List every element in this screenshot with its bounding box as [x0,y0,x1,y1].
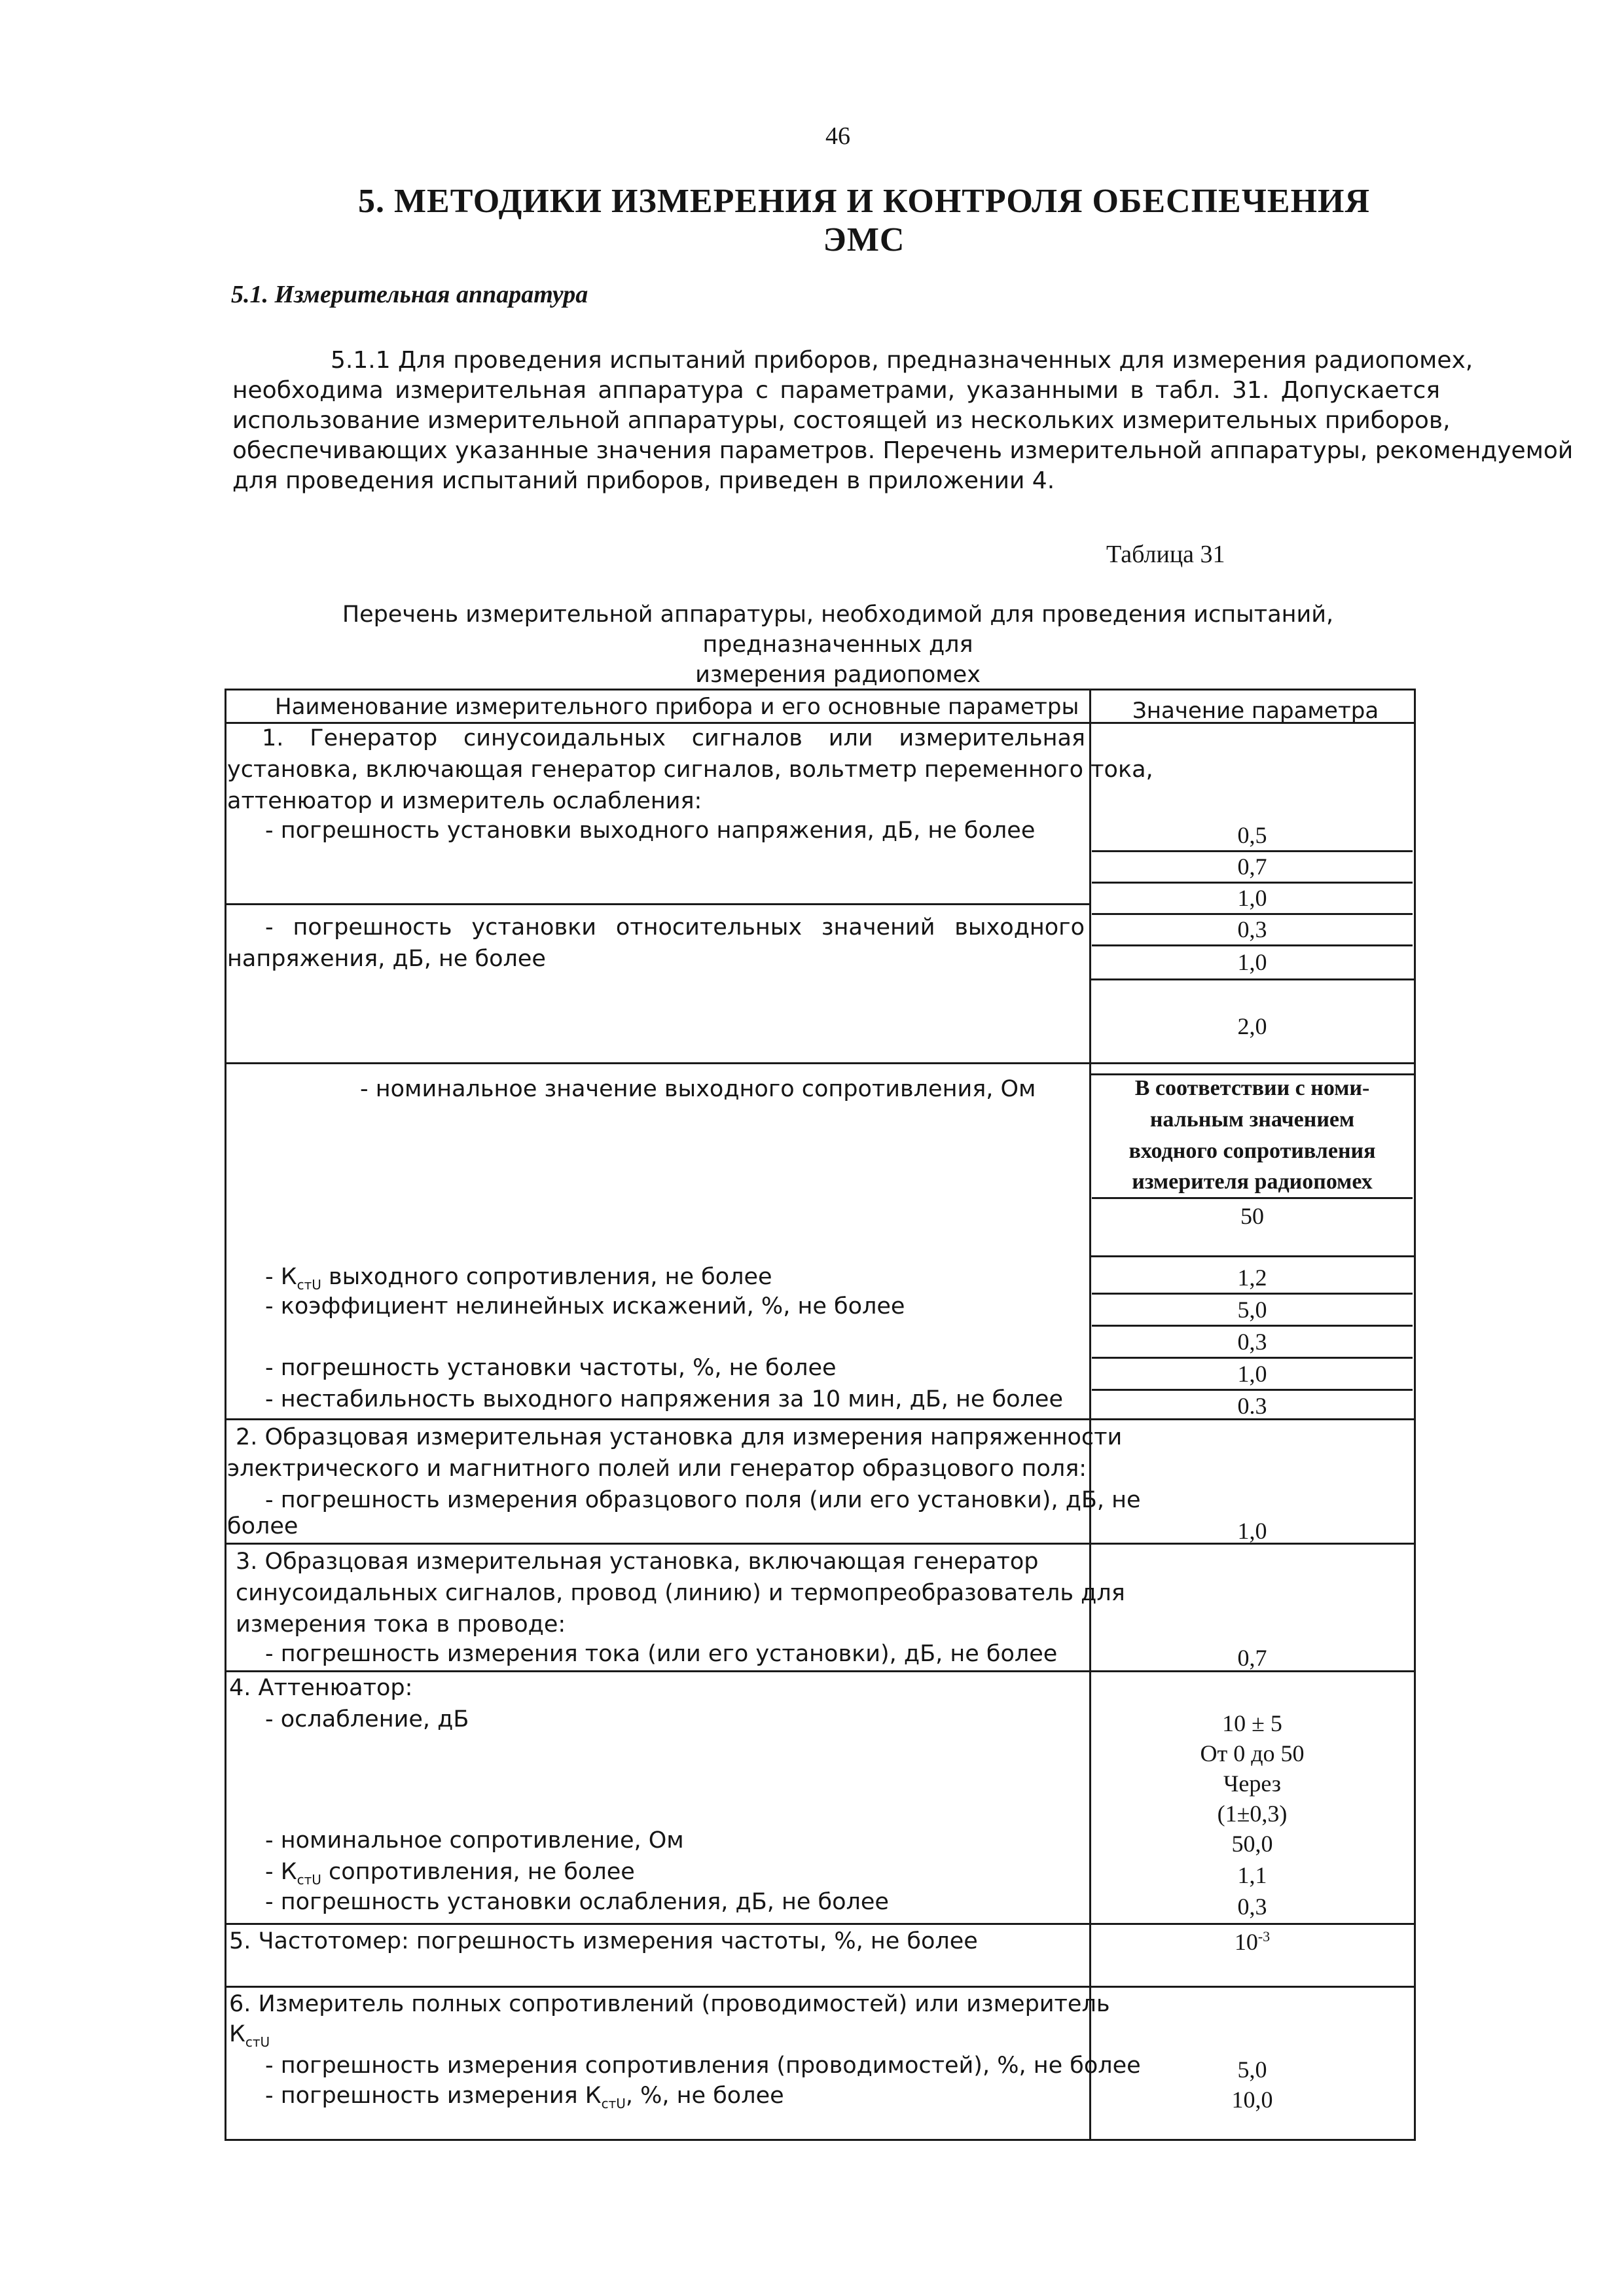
g1-param-instability: - нестабильность выходного напряжения за 10 мин, дБ, не более [265,1386,1064,1412]
row-divider [225,1986,1416,1988]
table-header-left: Наименование измерительного прибора и его основные параметры [275,694,1079,720]
g3-line-3: измерения тока в проводе: [236,1611,566,1638]
g1-param-relative-a: - погрешность установки относительных значений выходного [265,914,1085,941]
subsection-title: 5.1. Измерительная аппаратура [231,281,588,308]
g1-line-1: 1. Генератор синусоидальных сигналов или измерительная [262,725,1085,751]
value-1-0: 1,0 [1092,883,1413,915]
value-nominal-line-4: измерителя радиопомех [1092,1167,1413,1199]
value-2-0: 2,0 [1237,1013,1267,1039]
table-caption [236,600,1440,690]
value-1-2: 1,2 [1092,1263,1413,1295]
value-0-3-d: 0,3 [1237,1893,1267,1920]
row-divider [225,1923,1416,1925]
row-divider [1089,1255,1416,1257]
value-through: Через [1223,1770,1281,1797]
value-step: (1±0,3) [1217,1801,1288,1827]
value-g3: 0,7 [1237,1645,1267,1671]
g6-line-1: 6. Измеритель полных сопротивлений (проводимостей) или измеритель [229,1991,1110,2017]
g6-line-4: - погрешность измерения $К_{стU}$, %, не более [265,2083,784,2111]
g3-line-2: синусоидальных сигналов, провод (линию) и термопреобразователь для [236,1580,1125,1606]
g4-line-4: - $К_{стU}$ сопротивления, не более [265,1859,635,1888]
g1-param-output-resistance: - номинальное значение выходного сопротивления, Ом [360,1076,1036,1102]
g2-line-4: более [227,1513,298,1539]
value-nominal-line-3: входного сопротивления [1128,1139,1376,1163]
g1-line-2: установка, включающая генератор сигналов, вольтметр переменного тока, [227,757,1153,783]
g6-line-2: $К_{стU}$ [229,2021,270,2050]
g1-param-frequency: - погрешность установки частоты, %, не более [265,1355,837,1381]
g4-line-2: - ослабление, дБ [265,1706,469,1732]
value-50-0: 50,0 [1231,1831,1273,1857]
table-caption-line-2: измерения радиопомех [695,662,981,688]
g1-param-output-voltage: - погрешность установки выходного напряжения, дБ, не более [265,817,1036,844]
g4-line-3: - номинальное сопротивление, Ом [265,1827,684,1854]
g3-line-1: 3. Образцовая измерительная установка, включающая генератор [236,1549,1039,1575]
g1-line-3: аттенюатор и измеритель ослабления: [227,788,702,814]
value-5-0: 5,0 [1092,1295,1413,1327]
table-caption-line-1: Перечень измерительной аппаратуры, необходимой для проведения испытаний, предназначенных для [342,601,1334,658]
value-1-0-b: 1,0 [1237,949,1267,975]
g1-param-kstu: - $К_{стU}$ выходного сопротивления, не более [265,1264,772,1293]
paragraph-line-2: необходима измерительная аппаратура с параметрами, указанными в табл. 31. Допускается [232,377,1440,404]
value-0-3-b: 0,3 [1092,1327,1413,1359]
g2-line-2: электрического и магнитного полей или генератор образцового поля: [227,1456,1087,1482]
value-50: 50 [1240,1203,1264,1229]
value-nominal-line-2: нальным значением [1149,1107,1355,1132]
paragraph-line-3: использование измерительной аппаратуры, состоящей из нескольких измерительных приборов, [232,407,1451,434]
row-divider [225,1062,1416,1064]
row-divider [1089,978,1416,980]
g2-line-1: 2. Образцовая измерительная установка для измерения напряженности [236,1424,1123,1450]
g5-line-1: 5. Частотомер: погрешность измерения частоты, %, не более [229,1928,978,1954]
g6-line-3: - погрешность измерения сопротивления (проводимостей), %, не более [265,2053,1141,2079]
value-1-0-c: 1,0 [1092,1359,1413,1391]
value-nominal-line-1: В соответствии с номи- [1134,1076,1370,1100]
paragraph-line-5: для проведения испытаний приборов, приведен в приложении 4. [232,467,1055,494]
table-border-bottom [225,2139,1416,2141]
table-border-top [225,689,1416,691]
value-5-0-b: 5,0 [1237,2056,1267,2083]
value-range: От 0 до 50 [1200,1740,1305,1767]
g1-param-relative-b: напряжения, дБ, не более [227,946,546,972]
g2-line-3: - погрешность измерения образцового поля (или его установки), дБ, не [265,1487,1141,1513]
page-number: 46 [825,122,850,150]
g4-line-1: 4. Аттенюатор: [229,1675,413,1701]
table-header-right: Значение параметра [1132,698,1379,724]
value-1-1: 1,1 [1237,1862,1267,1888]
paragraph-line-1: 5.1.1 Для проведения испытаний приборов, предназначенных для измерения радиопомех, [331,347,1473,374]
value-0-5: 0,5 [1092,820,1413,852]
value-10-0: 10,0 [1231,2087,1273,2113]
g4-line-5: - погрешность установки ослабления, дБ, не более [265,1889,889,1915]
value-10-5: 10 ± 5 [1222,1710,1282,1736]
section-title: 5. МЕТОДИКИ ИЗМЕРЕНИЯ И КОНТРОЛЯ ОБЕСПЕЧЕНИЯ ЭМС [357,183,1371,259]
value-0-3: 0,3 [1092,914,1413,946]
g3-line-4: - погрешность измерения тока (или его установки), дБ, не более [265,1641,1058,1667]
table-label: Таблица 31 [1106,541,1225,568]
value-0-7: 0,7 [1092,852,1413,884]
value-g2: 1,0 [1237,1518,1267,1544]
g1-param-distortion: - коэффициент нелинейных искажений, %, не более [265,1293,905,1319]
row-divider [225,903,1091,905]
value-10-pow: $10^{-3}$ [1234,1928,1271,1955]
value-0-3-c: 0.3 [1237,1393,1267,1419]
paragraph-line-4: обеспечивающих указанные значения параметров. Перечень измерительной аппаратуры, рекомендуемой [232,437,1574,464]
